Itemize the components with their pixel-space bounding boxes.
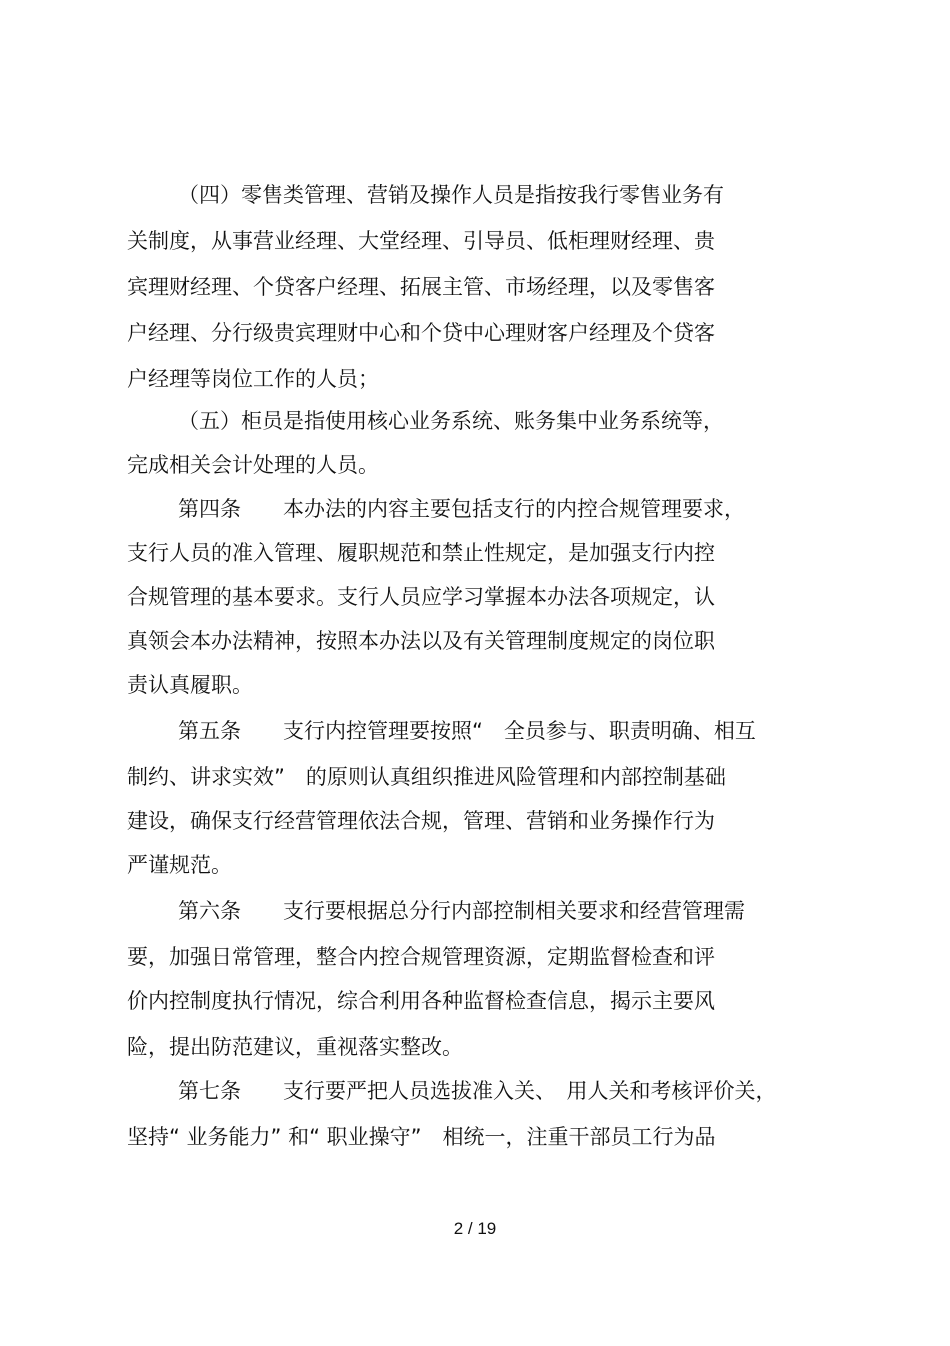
paragraph-4-line-4: 户经理、分行级贵宾理财中心和个贷中心理财客户经理及个贷客: [127, 321, 715, 345]
page-number: 2 / 19: [453, 1219, 497, 1238]
article-5-line-3: 建设，确保支行经营管理依法合规，管理、营销和业务操作行为: [127, 809, 715, 833]
article-4-line-1: 第四条 本办法的内容主要包括支行的内控合规管理要求，: [178, 497, 745, 521]
article-6-line-1: 第六条 支行要根据总分行内部控制相关要求和经营管理需: [178, 899, 745, 923]
article-4-line-3: 合规管理的基本要求。支行人员应学习掌握本办法各项规定，认: [127, 585, 715, 609]
article-4-line-2: 支行人员的准入管理、履职规范和禁止性规定，是加强支行内控: [127, 541, 715, 565]
article-6-line-2: 要，加强日常管理，整合内控合规管理资源，定期监督检查和评: [127, 945, 715, 969]
article-6-line-3: 价内控制度执行情况，综合利用各种监督检查信息，揭示主要风: [127, 989, 715, 1013]
article-7-line-2: 坚持“ 业务能力” 和“ 职业操守” 相统一，注重干部员工行为品: [127, 1125, 716, 1149]
paragraph-4-line-1: （四）零售类管理、营销及操作人员是指按我行零售业务有: [178, 183, 724, 207]
paragraph-5-line-1: （五）柜员是指使用核心业务系统、账务集中业务系统等，: [178, 409, 724, 433]
paragraph-5-line-2: 完成相关会计处理的人员。: [127, 453, 379, 477]
paragraph-4-line-5: 户经理等岗位工作的人员；: [127, 367, 379, 391]
paragraph-4-line-3: 宾理财经理、个贷客户经理、拓展主管、市场经理，以及零售客: [127, 275, 715, 299]
article-5-line-1: 第五条 支行内控管理要按照“ 全员参与、职责明确、相互: [178, 719, 756, 743]
article-5-line-2: 制约、讲求实效” 的原则认真组织推进风险管理和内部控制基础: [127, 765, 726, 789]
article-4-line-5: 责认真履职。: [127, 673, 253, 697]
article-4-line-4: 真领会本办法精神，按照本办法以及有关管理制度规定的岗位职: [127, 629, 715, 653]
article-5-line-4: 严谨规范。: [127, 853, 232, 877]
article-7-line-1: 第七条 支行要严把人员选拔准入关、 用人关和考核评价关，: [178, 1079, 777, 1103]
paragraph-4-line-2: 关制度，从事营业经理、大堂经理、引导员、低柜理财经理、贵: [127, 229, 715, 253]
article-6-line-4: 险，提出防范建议，重视落实整改。: [127, 1035, 463, 1059]
